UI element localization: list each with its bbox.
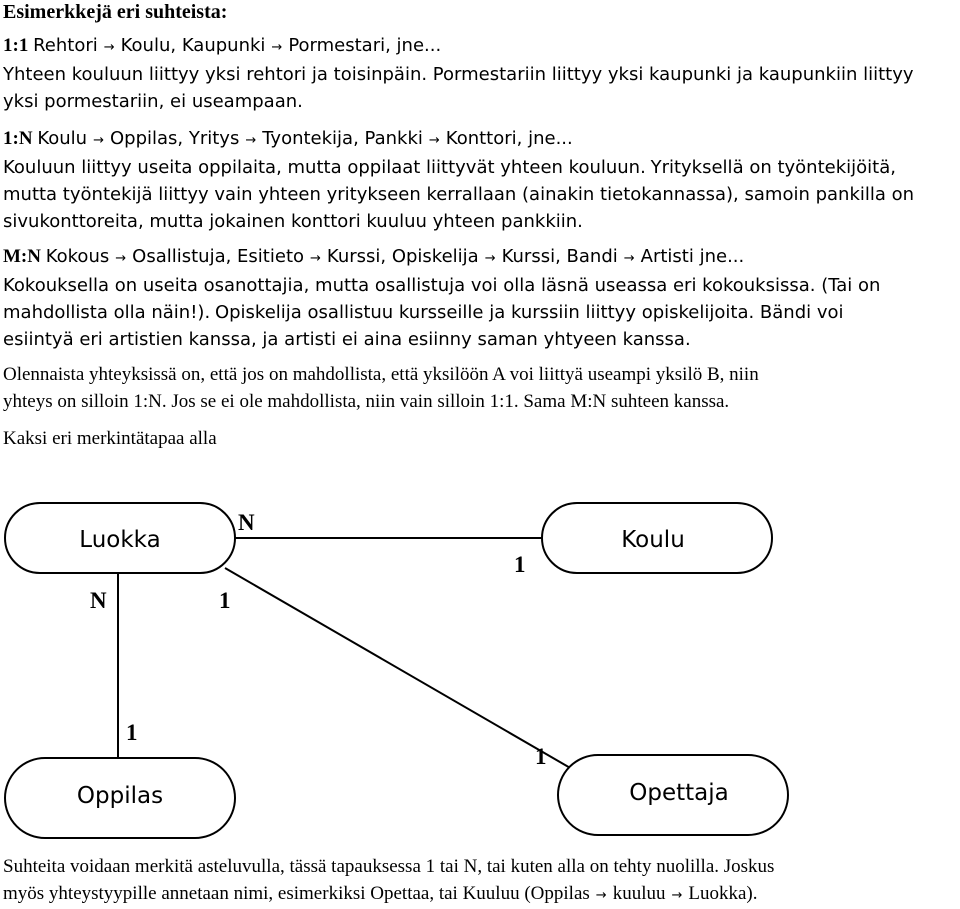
diagram-intro: Kaksi eri merkintätapaa alla — [3, 428, 217, 449]
entity-opettaja-label: Opettaja — [629, 780, 729, 806]
many-to-many-desc: mahdollista olla näin!). Opiskelija osallistuu kursseille ja kurssiin liittyy opiskelijoita. Bändi voi — [3, 302, 844, 323]
cardinality-label: 1 — [219, 588, 231, 613]
er-diagram — [3, 490, 953, 858]
arrow-icon: → — [93, 133, 104, 148]
summary-paragraph: Olennaista yhteyksissä on, että jos on mahdollista, että yksilöön A voi liittyä useampi yksilö B, niin yhteys on silloin 1:N. Jos se ei ole mahdollista, niin vain silloin 1:1. Sama M:N suhteen kanssa. — [3, 364, 759, 412]
arrow-icon: → — [271, 40, 283, 55]
one-to-many-label: 1:N — [3, 128, 33, 149]
entity-luokka-label: Luokka — [79, 527, 161, 553]
entity-oppilas-label: Oppilas — [76, 783, 164, 809]
footer-paragraph: Suhteita voidaan merkitä asteluvulla, tässä tapauksessa 1 tai N, tai kuten alla on tehty nuolilla. Joskus myös yhteystyypille annetaan nimi, esimerkiksi Opettaa, tai Kuuluu (Oppilas → kuuluu → Luokka). — [3, 856, 775, 904]
section-many-to-many — [3, 243, 880, 353]
arrow-icon: → — [103, 40, 115, 55]
entity-koulu-label: Koulu — [621, 527, 685, 553]
cardinality-label: 1 — [126, 720, 138, 745]
cardinality-label: N — [90, 588, 107, 613]
section-heading: Esimerkkejä eri suhteista: — [3, 1, 228, 23]
cardinality-label: N — [238, 510, 255, 535]
many-to-many-label: M:N — [3, 246, 41, 267]
one-to-many-examples: 1:N Koulu → Oppilas, Yritys → Tyontekija, Pankki → Konttori, jne... — [3, 128, 573, 149]
one-to-many-desc: mutta työntekijä liittyy vain yhteen yritykseen kerrallaan (ainakin tietokannassa), samoin pankilla on — [3, 184, 915, 205]
cardinality-label: 1 — [535, 744, 547, 769]
arrow-icon: → — [595, 888, 607, 903]
one-to-one-desc: Yhteen kouluun liittyy yksi rehtori ja toisinpäin. Pormestariin liittyy yksi kaupunki ja kaupunkiin liittyy — [3, 64, 914, 85]
section-one-to-many — [3, 125, 914, 235]
one-to-many-desc: sivukonttoreita, mutta jokainen konttori kuuluu yhteen pankkiin. — [3, 211, 583, 232]
many-to-many-desc: esiintyä eri artistien kanssa, ja artisti ei aina esiinny saman yhtyeen kanssa. — [3, 329, 691, 350]
arrow-icon: → — [671, 888, 683, 903]
one-to-one-label: 1:1 — [3, 35, 29, 56]
entity-oppilas — [5, 758, 235, 838]
entity-luokka — [5, 503, 235, 573]
cardinality-label: 1 — [514, 552, 526, 577]
one-to-one-desc: yksi pormestariin, ei useampaan. — [3, 91, 303, 112]
many-to-many-examples: M:N Kokous → Osallistuja, Esitieto → Kurssi, Opiskelija → Kurssi, Bandi → Artisti jne... — [3, 246, 745, 267]
arrow-icon: → — [310, 251, 321, 266]
arrow-icon: → — [115, 251, 127, 266]
arrow-icon: → — [484, 251, 496, 266]
arrow-icon: → — [623, 251, 635, 266]
one-to-many-desc: Kouluun liittyy useita oppilaita, mutta oppilaat liittyvät yhteen kouluun. Yrityksellä on työntekijöitä, — [3, 157, 896, 178]
entity-koulu — [542, 503, 772, 573]
one-to-one-examples: 1:1 Rehtori → Koulu, Kaupunki → Pormestari, jne... — [3, 35, 442, 56]
arrow-icon: → — [245, 133, 257, 148]
entity-opettaja — [558, 755, 788, 835]
section-one-to-one — [3, 32, 914, 115]
arrow-icon: → — [428, 133, 440, 148]
many-to-many-desc: Kokouksella on useita osanottajia, mutta osallistuja voi olla läsnä useassa eri kokouksissa. (Tai on — [3, 275, 881, 296]
